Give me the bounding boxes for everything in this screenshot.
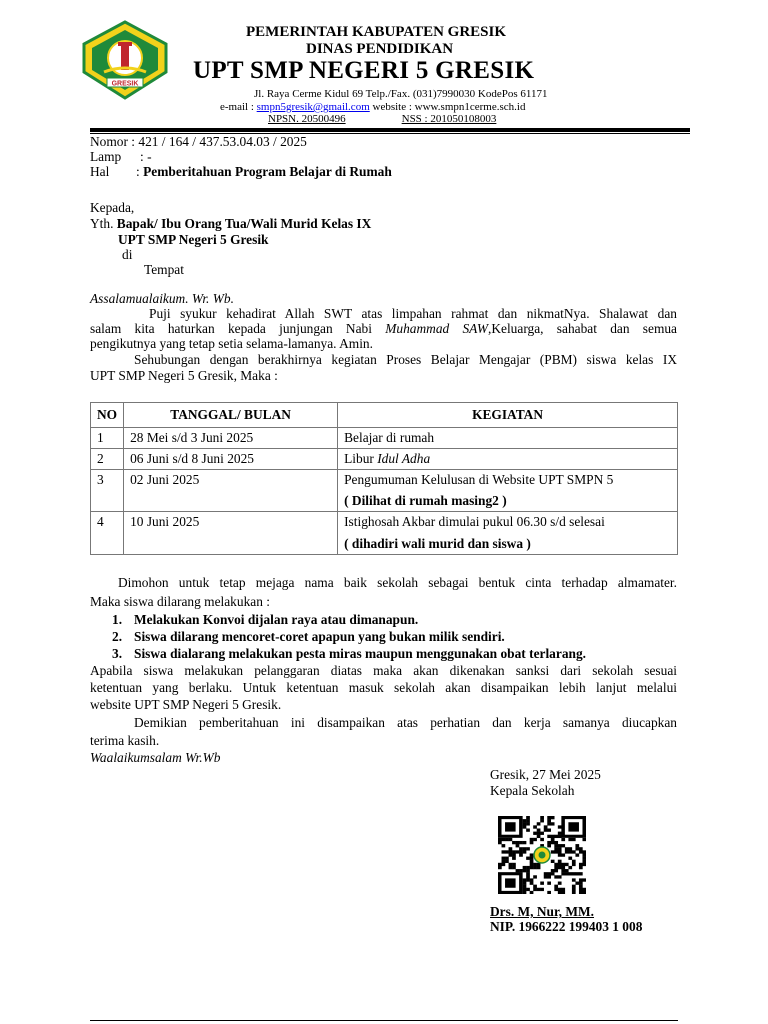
lamp-label: Lamp [90, 149, 122, 164]
th-no: NO [91, 403, 124, 428]
p3-line1: Dimohon untuk tetap mejaga nama baik sekolah sebagai bentuk cinta terhadap almamater. [118, 575, 677, 590]
rule-text: Melakukan Konvoi dijalan raya atau dimanapun. [134, 612, 419, 627]
hal-line [90, 164, 392, 180]
lamp-value: : - [140, 149, 152, 164]
rule-num: 3. [112, 646, 123, 661]
schedule-table [90, 402, 678, 555]
table-row [91, 512, 678, 555]
th-date: TANGGAL/ BULAN [124, 403, 338, 428]
rule-item [112, 629, 505, 645]
school-name: UPT SMP NEGERI 5 GRESIK [193, 57, 535, 84]
header-line2: DINAS PENDIDIKAN [306, 41, 454, 57]
row-date: 06 Juni s/d 8 Juni 2025 [124, 449, 338, 470]
rule-item [112, 646, 586, 662]
website-text: www.smpn1cerme.sch.id [414, 101, 526, 113]
p1-line2-b: ,Keluarga, sahabat dan semua [488, 321, 677, 336]
yth: Yth. [90, 216, 114, 231]
signer-title: Kepala Sekolah [490, 783, 575, 798]
p2-line2: UPT SMP Negeri 5 Gresik, Maka : [90, 368, 278, 383]
footer-rule [90, 1020, 678, 1021]
row-no: 3 [91, 470, 124, 512]
row-activity-note: ( dihadiri wali murid dan siswa ) [344, 536, 531, 551]
nss: NSS : 201050108003 [401, 113, 497, 125]
p3-line2: Maka siswa dilarang melakukan : [90, 594, 270, 609]
hal-label: Hal [90, 164, 110, 179]
recipient-tempat: Tempat [144, 262, 184, 277]
row-activity-italic: Idul Adha [377, 451, 431, 466]
recipient-to: Bapak/ Ibu Orang Tua/Wali Murid Kelas IX [116, 216, 372, 231]
p1-line2 [90, 321, 677, 337]
recipient-line [90, 216, 371, 232]
row-activity-text: Libur [344, 451, 378, 466]
row-date: 10 Juni 2025 [124, 512, 338, 555]
kepada: Kepada, [90, 200, 135, 215]
logo-text: GRESIK [111, 80, 139, 88]
rule-text: Siswa dilarang mencoret-coret apapun yang bukan milik sendiri. [134, 629, 505, 644]
row-activity [338, 449, 678, 470]
row-activity [338, 470, 678, 512]
p4-line2: ketentuan yang berlaku. Untuk ketentuan masuk sekolah akan disampaikan lebih lanjut melalui [90, 680, 677, 695]
lamp-line [90, 149, 152, 165]
row-no: 2 [91, 449, 124, 470]
p1-line2-italic: Muhammad SAW [385, 321, 488, 336]
table-row [91, 428, 678, 449]
email-label: e-mail : [220, 101, 257, 113]
rule-text: Siswa dialarang melakukan pesta miras maupun menggunakan obat terlarang. [134, 646, 587, 661]
recipient-di: di [122, 247, 133, 262]
rule-num: 2. [112, 629, 123, 644]
nomor-line [90, 134, 307, 150]
p5-line1: Demikian pemberitahuan ini disampaikan atas perhatian dan kerja samanya diucapkan [134, 715, 677, 730]
p1-line1: Puji syukur kehadirat Allah SWT atas limpahan rahmat dan nikmatNya. Shalawat dan [149, 306, 677, 321]
npsn: NPSN. 20500496 [268, 113, 346, 125]
table-row [91, 449, 678, 470]
p5-line2: terima kasih. [90, 733, 160, 748]
p1-line2-a: salam kita haturkan kepada junjungan Nabi [90, 321, 386, 336]
p4-line3: website UPT SMP Negeri 5 Gresik. [90, 697, 282, 712]
closing: Waalaikumsalam Wr.Wb [90, 750, 221, 765]
row-date: 02 Juni 2025 [124, 470, 338, 512]
email-link[interactable]: smpn5gresik@gmail.com [256, 101, 370, 113]
th-activity: KEGIATAN [338, 403, 678, 428]
greeting: Assalamualaikum. Wr. Wb. [90, 291, 234, 306]
p1-line3: pengikutnya yang tetap setia selama-lamanya. Amin. [90, 336, 373, 351]
table-header-row [91, 403, 678, 428]
row-activity-text: Pengumuman Kelulusan di Website UPT SMPN 5 [344, 472, 614, 487]
hal-value: Pemberitahuan Program Belajar di Rumah [143, 164, 392, 179]
header-rule [90, 128, 690, 132]
website-label: website : [369, 101, 415, 113]
row-date: 28 Mei s/d 3 Juni 2025 [124, 428, 338, 449]
row-no: 4 [91, 512, 124, 555]
recipient-school: UPT SMP Negeri 5 Gresik [118, 232, 269, 247]
row-activity-text: Istighosah Akbar dimulai pukul 06.30 s/d selesai [344, 514, 605, 529]
row-activity: Belajar di rumah [338, 428, 678, 449]
signer-name: Drs. M, Nur, MM. [490, 904, 595, 919]
school-logo [80, 20, 170, 100]
nomor-value: 421 / 164 / 437.53.04.03 / 2025 [138, 134, 307, 149]
p2-line1: Sehubungan dengan berakhirnya kegiatan Proses Belajar Mengajar (PBM) siswa kelas IX [134, 352, 677, 367]
place-date: Gresik, 27 Mei 2025 [490, 767, 601, 782]
p4-line1: Apabila siswa melakukan pelanggaran diatas maka akan dikenakan sanksi dari sekolah sesuai [90, 663, 677, 678]
rule-item [112, 612, 418, 628]
header-line1: PEMERINTAH KABUPATEN GRESIK [246, 24, 507, 40]
rule-num: 1. [112, 612, 123, 627]
header-address: Jl. Raya Cerme Kidul 69 Telp./Fax. (031)7990030 KodePos 61171 [254, 88, 548, 100]
header-npsn [268, 113, 496, 125]
nomor-label: Nomor : [90, 134, 136, 149]
qr-code-icon [498, 816, 586, 894]
row-activity-note: ( Dilihat di rumah masing2 ) [344, 493, 507, 508]
row-no: 1 [91, 428, 124, 449]
hal-sep: : [136, 164, 140, 179]
table-row [91, 470, 678, 512]
header-contact [220, 101, 525, 113]
row-activity [338, 512, 678, 555]
signer-nip: NIP. 1966222 199403 1 008 [490, 919, 643, 934]
